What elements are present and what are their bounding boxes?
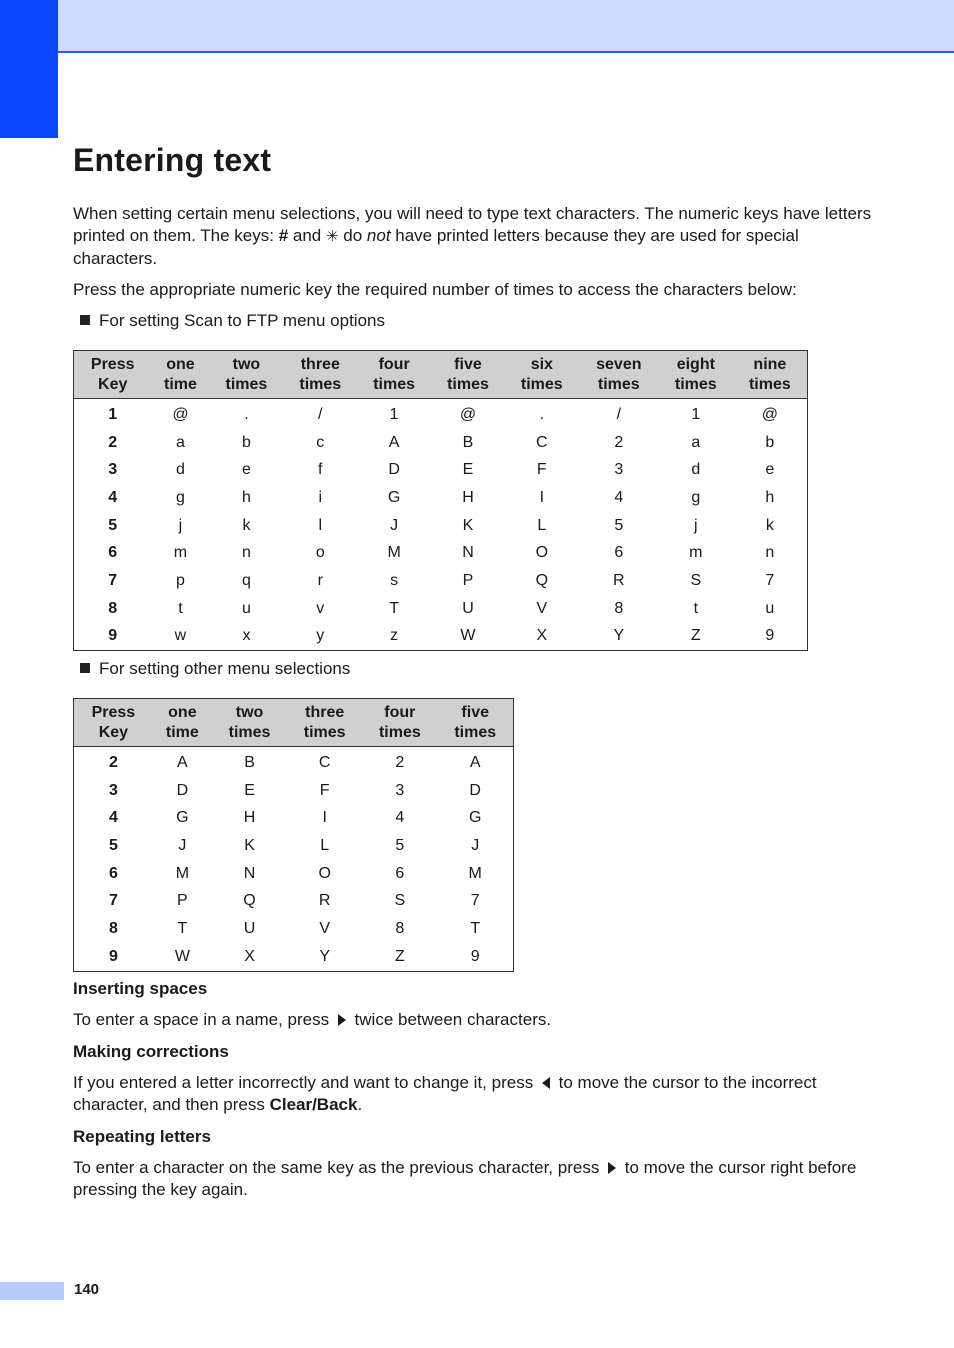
character-cell: 6 bbox=[395, 864, 405, 882]
character-cell: 8 bbox=[395, 919, 405, 937]
column-header bbox=[287, 699, 362, 747]
inserting-text-b: twice between characters. bbox=[349, 1010, 552, 1029]
character-cell: 4 bbox=[614, 488, 624, 506]
character-cell: X bbox=[244, 947, 255, 965]
column-header-line: five bbox=[454, 355, 482, 373]
character-cell: 2 bbox=[614, 433, 624, 451]
key-cell: 9 bbox=[108, 627, 118, 645]
column-header-line: four bbox=[384, 703, 416, 721]
character-cell: 3 bbox=[395, 781, 405, 799]
repeating-letters-heading: Repeating letters bbox=[73, 1127, 211, 1146]
making-corrections-heading: Making corrections bbox=[73, 1042, 229, 1061]
character-cell: t bbox=[693, 599, 699, 617]
column-header bbox=[210, 351, 284, 399]
character-cell: 9 bbox=[765, 627, 775, 645]
character-cell: G bbox=[176, 809, 189, 827]
column-header-line: time bbox=[164, 375, 197, 393]
column-header-line: seven bbox=[596, 355, 642, 373]
column-header-line: Press bbox=[91, 703, 136, 721]
repeating-text-b: to move the cursor right before pressing the key again. bbox=[73, 1158, 857, 1199]
character-cell: @ bbox=[172, 405, 189, 423]
character-cell: P bbox=[462, 571, 474, 589]
column-header bbox=[357, 351, 431, 399]
inserting-text-a: To enter a space in a name, press bbox=[73, 1010, 334, 1029]
character-cell: 8 bbox=[614, 599, 624, 617]
table-row bbox=[74, 623, 808, 651]
character-cell: u bbox=[765, 599, 775, 617]
table-row bbox=[74, 747, 514, 777]
column-header bbox=[74, 351, 152, 399]
character-cell: U bbox=[243, 919, 256, 937]
character-cell: 2 bbox=[395, 753, 405, 771]
character-cell: 6 bbox=[614, 544, 624, 562]
character-cell: D bbox=[176, 781, 189, 799]
intro-text-d: have printed letters because they are used for special characters. bbox=[73, 226, 799, 268]
character-cell: H bbox=[462, 488, 474, 506]
key-cell: 2 bbox=[108, 433, 118, 451]
page-number: 140 bbox=[74, 1281, 100, 1298]
column-header-line: one bbox=[168, 703, 197, 721]
character-cell: F bbox=[536, 461, 547, 479]
key-cell: 3 bbox=[108, 781, 118, 799]
corrections-text-c: . bbox=[357, 1095, 363, 1114]
key-cell: 4 bbox=[108, 488, 118, 506]
column-header bbox=[362, 699, 437, 747]
character-cell: C bbox=[536, 433, 548, 451]
table-row bbox=[74, 832, 514, 860]
character-cell: O bbox=[535, 544, 549, 562]
column-header-line: Key bbox=[98, 723, 129, 741]
bullet-ftp bbox=[80, 310, 385, 332]
column-header bbox=[212, 699, 287, 747]
character-cell: Y bbox=[613, 627, 625, 645]
character-cell: 9 bbox=[470, 947, 480, 965]
table-row bbox=[74, 860, 514, 888]
making-corrections-text bbox=[73, 1072, 873, 1116]
key-cell: 3 bbox=[108, 461, 118, 479]
character-cell: H bbox=[243, 809, 256, 827]
character-cell: n bbox=[241, 544, 251, 562]
column-header-line: Key bbox=[98, 375, 128, 393]
key-cell: 4 bbox=[108, 809, 118, 827]
character-cell: K bbox=[244, 836, 255, 854]
column-header-line: five bbox=[461, 703, 489, 721]
column-header-line: three bbox=[300, 355, 340, 373]
character-cell: m bbox=[689, 544, 703, 562]
hash-key: # bbox=[278, 226, 289, 245]
chapter-tab bbox=[0, 0, 58, 138]
character-cell: B bbox=[244, 753, 255, 771]
character-cell: E bbox=[462, 461, 474, 479]
table-row bbox=[74, 777, 514, 805]
column-header-line: two bbox=[235, 703, 264, 721]
character-cell: d bbox=[176, 461, 185, 479]
header-band bbox=[0, 0, 954, 52]
character-cell: K bbox=[462, 516, 474, 534]
table-row bbox=[74, 915, 514, 943]
column-header bbox=[579, 351, 659, 399]
corrections-text-b: to move the cursor to the incorrect character, and then press bbox=[73, 1073, 817, 1114]
character-cell: g bbox=[176, 488, 185, 506]
character-cell: d bbox=[691, 461, 701, 479]
character-cell: v bbox=[316, 599, 325, 617]
column-header-line: nine bbox=[753, 355, 787, 373]
table-row bbox=[74, 429, 808, 457]
character-cell: P bbox=[177, 892, 188, 910]
character-cell: q bbox=[241, 571, 251, 589]
character-cell: A bbox=[388, 433, 400, 451]
column-header bbox=[74, 699, 153, 747]
inserting-spaces-text bbox=[73, 1009, 873, 1031]
character-cell: n bbox=[765, 544, 775, 562]
key-cell: 6 bbox=[108, 544, 118, 562]
repeating-text-a: To enter a character on the same key as the previous character, press bbox=[73, 1158, 605, 1177]
character-cell: g bbox=[691, 488, 701, 506]
character-cell: 4 bbox=[395, 809, 405, 827]
character-cell: W bbox=[460, 627, 476, 645]
table-row bbox=[74, 887, 514, 915]
header-rule bbox=[58, 51, 954, 53]
character-cell: R bbox=[613, 571, 625, 589]
key-cell: 8 bbox=[108, 599, 118, 617]
column-header bbox=[151, 351, 209, 399]
column-header bbox=[431, 351, 505, 399]
character-cell: O bbox=[318, 864, 331, 882]
column-header-line: times bbox=[228, 723, 271, 741]
character-cell: T bbox=[177, 919, 188, 937]
column-header-line: two bbox=[232, 355, 261, 373]
character-cell: C bbox=[318, 753, 331, 771]
column-header-line: times bbox=[674, 375, 717, 393]
column-header-line: times bbox=[447, 375, 489, 393]
column-header-line: times bbox=[373, 375, 416, 393]
character-cell: 3 bbox=[614, 461, 624, 479]
column-header-line: times bbox=[597, 375, 640, 393]
column-header bbox=[505, 351, 579, 399]
column-header-line: times bbox=[520, 375, 563, 393]
column-header-line: times bbox=[378, 723, 421, 741]
character-cell: @ bbox=[761, 405, 778, 423]
character-cell: l bbox=[318, 516, 323, 534]
table-row bbox=[74, 539, 808, 567]
character-cell: t bbox=[178, 599, 183, 617]
character-cell: 7 bbox=[470, 892, 480, 910]
other-character-table bbox=[73, 698, 514, 972]
character-cell: N bbox=[462, 544, 474, 562]
character-cell: j bbox=[178, 516, 183, 534]
character-cell: A bbox=[177, 753, 188, 771]
intro-text-a: When setting certain menu selections, you will need to type text characters. The numeric keys have letters printed on them. The keys: bbox=[73, 204, 872, 245]
character-cell: c bbox=[316, 433, 325, 451]
character-cell: h bbox=[765, 488, 775, 506]
column-header bbox=[437, 699, 513, 747]
character-cell: a bbox=[176, 433, 185, 451]
column-header-line: Press bbox=[90, 355, 135, 373]
character-cell: M bbox=[468, 864, 482, 882]
character-cell: f bbox=[318, 461, 323, 479]
column-header-line: six bbox=[530, 355, 553, 373]
character-cell: V bbox=[536, 599, 548, 617]
character-cell: m bbox=[173, 544, 188, 562]
character-cell: B bbox=[462, 433, 474, 451]
ftp-character-table bbox=[73, 350, 808, 651]
character-cell: D bbox=[469, 781, 481, 799]
table-row bbox=[74, 567, 808, 595]
character-cell: T bbox=[470, 919, 481, 937]
column-header-line: times bbox=[299, 375, 342, 393]
character-cell: / bbox=[318, 405, 323, 423]
character-cell: A bbox=[469, 753, 481, 771]
character-cell: R bbox=[318, 892, 331, 910]
key-cell: 1 bbox=[108, 405, 118, 423]
character-cell: . bbox=[244, 405, 249, 423]
character-cell: 5 bbox=[614, 516, 624, 534]
column-header-line: times bbox=[225, 375, 268, 393]
column-header-line: one bbox=[166, 355, 195, 373]
key-cell: 5 bbox=[108, 836, 118, 854]
character-cell: @ bbox=[459, 405, 477, 423]
character-cell: T bbox=[389, 599, 400, 617]
column-header bbox=[153, 699, 212, 747]
character-cell: V bbox=[319, 919, 331, 937]
character-cell: G bbox=[468, 809, 482, 827]
character-cell: M bbox=[175, 864, 190, 882]
character-cell: I bbox=[322, 809, 327, 827]
character-cell: 1 bbox=[389, 405, 399, 423]
key-cell: 8 bbox=[108, 919, 118, 937]
character-cell: w bbox=[174, 627, 187, 645]
character-cell: N bbox=[243, 864, 256, 882]
instruction-paragraph: Press the appropriate numeric key the required number of times to access the characters below: bbox=[73, 280, 797, 299]
character-cell: I bbox=[539, 488, 545, 506]
key-cell: 7 bbox=[108, 571, 118, 589]
character-cell: S bbox=[394, 892, 406, 910]
table-row bbox=[74, 595, 808, 623]
character-cell: k bbox=[765, 516, 774, 534]
clear-back-key: Clear/Back bbox=[269, 1095, 358, 1114]
character-cell: z bbox=[390, 627, 399, 645]
character-cell: b bbox=[765, 433, 775, 451]
character-cell: U bbox=[462, 599, 474, 617]
key-cell: 2 bbox=[108, 753, 118, 771]
character-cell: 1 bbox=[691, 405, 701, 423]
left-arrow-icon bbox=[542, 1077, 550, 1089]
column-header-line: times bbox=[454, 723, 497, 741]
corrections-text-a: If you entered a letter incorrectly and want to change it, press bbox=[73, 1073, 538, 1092]
character-cell: W bbox=[174, 947, 190, 965]
column-header bbox=[659, 351, 733, 399]
character-cell: u bbox=[241, 599, 251, 617]
right-arrow-icon bbox=[608, 1162, 616, 1174]
column-header-line: three bbox=[305, 703, 345, 721]
table-row bbox=[74, 943, 514, 971]
character-cell: Q bbox=[243, 892, 256, 910]
column-header-line: time bbox=[165, 723, 199, 741]
right-arrow-icon bbox=[338, 1014, 346, 1026]
column-header-line: times bbox=[303, 723, 346, 741]
character-cell: D bbox=[388, 461, 400, 479]
character-cell: F bbox=[319, 781, 330, 799]
character-cell: Z bbox=[690, 627, 701, 645]
character-cell: k bbox=[242, 516, 251, 534]
column-header-line: eight bbox=[676, 355, 715, 373]
character-cell: M bbox=[387, 544, 401, 562]
character-cell: 5 bbox=[395, 836, 405, 854]
character-cell: i bbox=[318, 488, 323, 506]
key-cell: 5 bbox=[108, 516, 118, 534]
character-cell: h bbox=[241, 488, 251, 506]
column-header-line: four bbox=[378, 355, 410, 373]
character-cell: p bbox=[176, 571, 185, 589]
intro-paragraph bbox=[73, 203, 873, 270]
bullet-other bbox=[80, 658, 350, 680]
character-cell: a bbox=[691, 433, 701, 451]
character-cell: . bbox=[539, 405, 545, 423]
intro-text-c: do bbox=[338, 226, 367, 245]
column-header bbox=[283, 351, 357, 399]
character-cell: x bbox=[242, 627, 251, 645]
emphasis-not: not bbox=[366, 226, 391, 245]
bullet-ftp-text: For setting Scan to FTP menu options bbox=[99, 311, 385, 330]
table-row bbox=[74, 399, 808, 429]
character-cell: G bbox=[387, 488, 401, 506]
repeating-letters-text bbox=[73, 1157, 873, 1201]
column-header bbox=[733, 351, 808, 399]
character-cell: 7 bbox=[765, 571, 775, 589]
character-cell: L bbox=[320, 836, 330, 854]
character-cell: / bbox=[616, 405, 622, 423]
character-cell: r bbox=[317, 571, 323, 589]
character-cell: s bbox=[390, 571, 399, 589]
bullet-square-icon bbox=[80, 663, 90, 673]
bullet-other-text: For setting other menu selections bbox=[99, 659, 351, 678]
character-cell: Q bbox=[535, 571, 549, 589]
character-cell: e bbox=[765, 461, 775, 479]
character-cell: E bbox=[244, 781, 255, 799]
star-key: ✳ bbox=[325, 228, 339, 245]
inserting-spaces-heading: Inserting spaces bbox=[73, 979, 208, 998]
character-cell: S bbox=[690, 571, 702, 589]
character-cell: Y bbox=[319, 947, 331, 965]
character-cell: o bbox=[315, 544, 325, 562]
character-cell: y bbox=[316, 627, 325, 645]
character-cell: J bbox=[178, 836, 187, 854]
character-cell: Z bbox=[394, 947, 405, 965]
column-header-line: times bbox=[748, 375, 791, 393]
key-cell: 9 bbox=[108, 947, 118, 965]
key-cell: 6 bbox=[108, 864, 118, 882]
table-row bbox=[74, 804, 514, 832]
table-row bbox=[74, 456, 808, 484]
table-row bbox=[74, 512, 808, 540]
page-title: Entering text bbox=[73, 142, 272, 178]
table-row bbox=[74, 484, 808, 512]
character-cell: X bbox=[536, 627, 548, 645]
character-cell: J bbox=[471, 836, 480, 854]
character-cell: j bbox=[694, 516, 698, 534]
character-cell: L bbox=[537, 516, 547, 534]
key-cell: 7 bbox=[108, 892, 118, 910]
footer-band bbox=[0, 1282, 64, 1300]
character-cell: e bbox=[241, 461, 251, 479]
bullet-square-icon bbox=[80, 315, 90, 325]
character-cell: J bbox=[390, 516, 399, 534]
intro-text-b: and bbox=[288, 226, 326, 245]
character-cell: b bbox=[241, 433, 251, 451]
